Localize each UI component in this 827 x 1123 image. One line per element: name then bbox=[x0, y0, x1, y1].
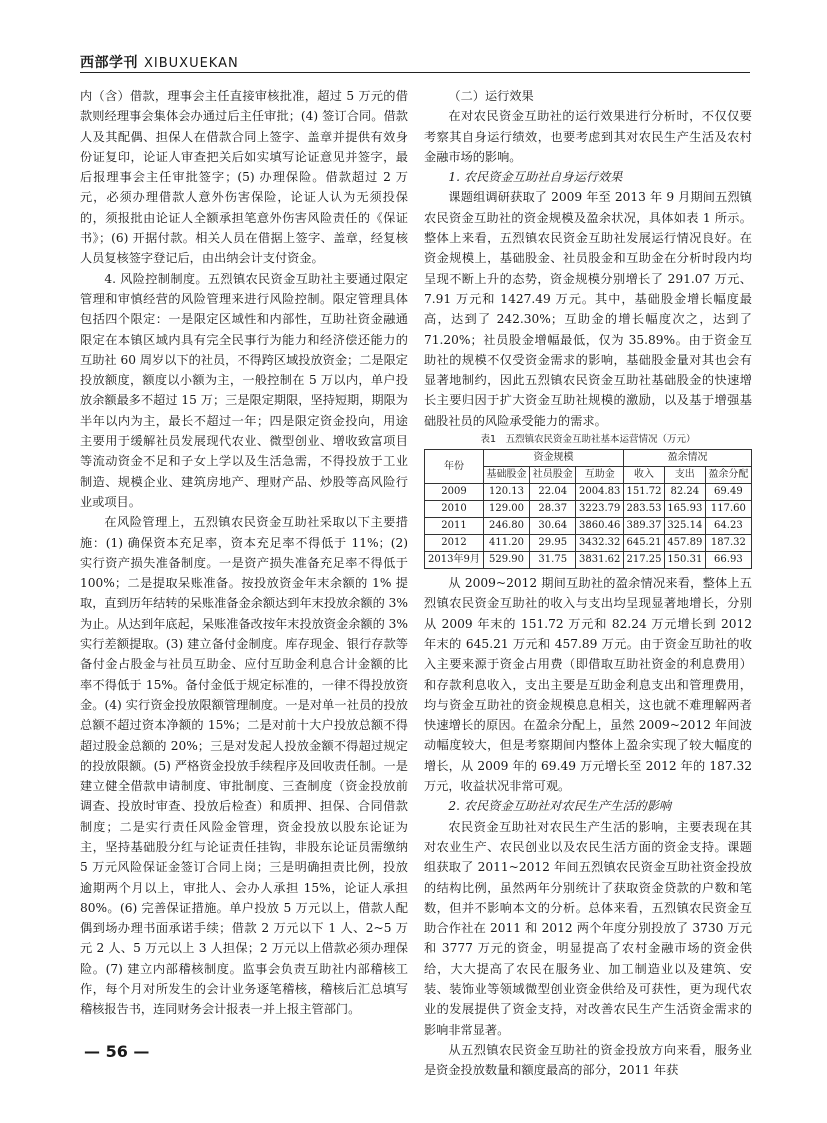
table-cell-year: 2011 bbox=[425, 518, 484, 535]
table-row bbox=[425, 535, 752, 552]
paragraph: 在对农民资金互助社的运行效果进行分析时，不仅仅要考察其自身运行绩效，也要考虑到其对农民生产生活及农村金融市场的影响。 bbox=[424, 109, 752, 164]
table-cell: 217.25 bbox=[624, 552, 665, 569]
table-cell: 64.23 bbox=[705, 518, 751, 535]
table-cell: 3223.79 bbox=[576, 501, 624, 518]
table-column-header: 收入 bbox=[624, 467, 665, 484]
table-cell: 22.04 bbox=[530, 484, 576, 501]
table-column-header: 基础股金 bbox=[483, 467, 529, 484]
table-column-header: 盈余分配 bbox=[705, 467, 751, 484]
right-column-bottom bbox=[424, 573, 752, 1080]
table-cell: 151.72 bbox=[624, 484, 665, 501]
table-cell: 187.32 bbox=[705, 535, 751, 552]
journal-title bbox=[80, 52, 239, 72]
paragraph: 从五烈镇农民资金互助社的资金投放方向来看，服务业是资金投放数量和额度最高的部分，2011 年获 bbox=[424, 1042, 752, 1078]
table-caption: 表1 五烈镇农民资金互助社基本运营情况（万元） bbox=[480, 434, 696, 446]
table-row bbox=[425, 484, 752, 501]
page-number: — 56 — bbox=[84, 1042, 150, 1061]
table-cell: 529.90 bbox=[483, 552, 529, 569]
table-cell: 66.93 bbox=[705, 552, 751, 569]
table-row bbox=[425, 501, 752, 518]
paragraph: 从 2009~2012 期间互助社的盈余情况来看，整体上五烈镇农民资金互助社的收入与支出均呈现显著地增长，分别从 2009 年末的 151.72 万元和 82.24 万元增长到 2012 年末的 645.21 万元和 457.89 万元。由于资金互助社的收入主要来源于资金占用费（即借取互助社资金的利息费用）和存款利息收入，支出主要是互助金利息支出和管理费用，均与资金互助社的资金规模息息相关，这也就不难理解两者快速增长的原因。在盈余分配上，虽然 2009~2012 年间波动幅度较大，但是考察期间内整体上盈余实现了较大幅度的增长，从 2009 年的 69.49 万元增长至 2012 年的 187.32 万元，收益状况非常可观。 bbox=[424, 576, 752, 794]
section-heading: （二）运行效果 bbox=[448, 89, 534, 103]
right-column-top bbox=[424, 86, 752, 431]
subsection-heading: 1. 农民资金互助社自身运行效果 bbox=[448, 170, 623, 185]
paragraph: 4. 风险控制制度。五烈镇农民资金互助社主要通过限定管理和审慎经营的风险管理来进行风险控制。限定管理具体包括四个限定：一是限定区域性和内部性，互助社资金融通限定在本镇区域内具有完全民事行为能力和经济偿还能力的互助社 60 周岁以下的社员，不得跨区域投放资金；二是限定投放额度，额度以小额为主，一般控制在 5 万以内，单户投放余额最多不超过 15 万；三是限定期限，坚持短期，期限为半年以内为主，最长不超过一年；四是限定资金投向，用途主要用于缓解社员发展现代农业、微型创业、增收致富项目等流动资金不足和子女上学以及生活急需，不得投放于工业制造、规模企业、建筑房地产、理财产品、炒股等高风险行业或项目。 bbox=[80, 271, 408, 509]
table-cell: 120.13 bbox=[483, 484, 529, 501]
table-cell: 29.95 bbox=[530, 535, 576, 552]
table-cell: 165.93 bbox=[664, 501, 705, 518]
table-cell: 69.49 bbox=[705, 484, 751, 501]
paragraph: 农民资金互助社对农民生产生活的影响，主要表现在其对农业生产、农民创业以及农民生活方面的资金支持。课题组获取了 2011~2012 年间五烈镇农民资金互助社资金投放的结构比例，虽然两年分别统计了获取资金贷款的户数和笔数，但并不影响本文的分析。总体来看，五烈镇农民资金互助合作社在 2011 和 2012 两个年度分别投放了 3730 万元和 3777 万元的资金，明显提高了农村金融市场的资金供给，大大提高了农民在服务业、加工制造业以及建筑、安装、装饰业等领域微型创业资金供给及可获性，更为现代农业的发展提供了资金支持，对改善农民生产生活资金需求的影响非常显著。 bbox=[424, 819, 752, 1037]
table-cell: 31.75 bbox=[530, 552, 576, 569]
table-column-header: 互助金 bbox=[576, 467, 624, 484]
table-header-group-surplus: 盈余情况 bbox=[624, 450, 752, 467]
paragraph: 在风险管理上，五烈镇农民资金互助社采取以下主要措施：(1) 确保资本充足率，资本充足率不得低于 11%；(2) 实行资产损失准备制度。一是资产损失准备充足率不得低于 100%；二是提取呆账准备。按投放资金年末余额的 1% 提取，直到历年结转的呆账准备金余额达到年末投放余额的 3% 为止。从达到年底起，呆账准备改按年末投放资金余额的 3% 实行差额提取。(3) 建立备付金制度。库存现金、银行存款等备付金占股金与社员互助金、应付互助金利息合计金额的比率不得低于 15%。备付金低于规定标准的，一律不得投放资金。(4) 实行资金投放限额管理制度。一是对单一社员的投放总额不超过资本净额的 15%；二是对前十大户投放总额不得超过股金总额的 20%；三是对发起人投放金额不得超过规定的投放限额。(5) 严格资金投放手续程序及回收责任制。一是建立健全借款申请制度、审批制度、三查制度（资金投放前调查、投放时审查、投放后检查）和质押、担保、合同借款制度；二是实行责任风险金管理，资金投放以股东论证为主，坚持基础股分红与论证责任挂钩，非股东论证员需缴纳 5 万元风险保证金签订合同上岗；三是明确担责比例，投放逾期两个月以上，审批人、会办人承担 15%，论证人承担 80%。(6) 完善保证措施。单户投放 5 万元以上，借款人配偶到场办理书面承诺手续；借款 2 万元以下 1 人、2~5 万元 2 人、5 万元以上 3 人担保；2 万元以上借款必须办理保险。(7) 建立内部稽核制度。监事会负责互助社内部稽核工作，每个月对所发生的会计业务逐笔稽核，稽核后汇总填写稽核报告书，连同财务会计报表一并上报主管部门。 bbox=[80, 515, 408, 1017]
table-cell-year: 2009 bbox=[425, 484, 484, 501]
table-cell: 82.24 bbox=[664, 484, 705, 501]
operations-table bbox=[424, 449, 752, 569]
table-cell-year: 2012 bbox=[425, 535, 484, 552]
table-header-year: 年份 bbox=[425, 450, 484, 484]
right-column bbox=[424, 86, 752, 1080]
table-cell: 3831.62 bbox=[576, 552, 624, 569]
table-cell: 246.80 bbox=[483, 518, 529, 535]
table-cell: 389.37 bbox=[624, 518, 665, 535]
table-column-header: 支出 bbox=[664, 467, 705, 484]
header-rule bbox=[80, 72, 750, 73]
table-cell: 283.53 bbox=[624, 501, 665, 518]
page-header bbox=[80, 50, 750, 78]
table-cell: 28.37 bbox=[530, 501, 576, 518]
table-body bbox=[425, 484, 752, 569]
paragraph: 课题组调研获取了 2009 年至 2013 年 9 月期间五烈镇农民资金互助社的资金规模及盈余状况，具体如表 1 所示。整体上来看，五烈镇农民资金互助社发展运行情况良好。在资金规模上，基础股金、社员股金和互助金在分析时段内均呈现不断上升的态势，资金规模分别增长了 291.07 万元、7.91 万元和 1427.49 万元。其中，基础股金增长幅度最高，达到了 242.30%；互助金的增长幅度次之，达到了 71.20%；社员股金增幅最低，仅为 35.89%。由于资金互助社的规模不仅受资金需求的影响，基础股金量对其也会有显著地制约，因此五烈镇农民资金互助社基础股金的快速增长主要归因于扩大资金互助社规模的激励，以及基于增强基础股社员的风险承受能力的需求。 bbox=[424, 190, 752, 428]
table-header-group-scale: 资金规模 bbox=[483, 450, 623, 467]
table-cell: 117.60 bbox=[705, 501, 751, 518]
table-cell: 30.64 bbox=[530, 518, 576, 535]
table-cell: 3860.46 bbox=[576, 518, 624, 535]
left-column bbox=[80, 86, 408, 1020]
journal-title-en: XIBUXUEKAN bbox=[144, 56, 239, 71]
subsection-heading: 2. 农民资金互助社对农民生产生活的影响 bbox=[448, 799, 672, 814]
table-cell: 150.31 bbox=[664, 552, 705, 569]
paragraph: 内（含）借款，理事会主任直接审核批准，超过 5 万元的借款则经理事会集体会办通过后主任审批；(4) 签订合同。借款人及其配偶、担保人在借款合同上签字、盖章并提供有效身份证复印，论证人审查把关后如实填写论证意见并签字，最后报理事会主任审批签字；(5) 办理保险。借款超过 2 万元，必须办理借款人意外伤害保险，论证人认为无须投保的，须报批由论证人全额承担笔意外伤害风险责任的《保证书》；(6) 开据付款。相关人员在借据上签字、盖章，经复核人员复核签字登记后，由出纳会计支付资金。 bbox=[80, 89, 408, 266]
table-cell: 325.14 bbox=[664, 518, 705, 535]
table-cell: 457.89 bbox=[664, 535, 705, 552]
table-cell-year: 2013年9月 bbox=[425, 552, 484, 569]
table-cell: 645.21 bbox=[624, 535, 665, 552]
table-cell: 411.20 bbox=[483, 535, 529, 552]
table-header-row bbox=[425, 450, 752, 467]
table-row bbox=[425, 552, 752, 569]
journal-title-cn: 西部学刊 bbox=[80, 55, 138, 71]
table-cell: 2004.83 bbox=[576, 484, 624, 501]
table-cell: 129.00 bbox=[483, 501, 529, 518]
table-row bbox=[425, 518, 752, 535]
table-cell: 3432.32 bbox=[576, 535, 624, 552]
table-column-header: 社员股金 bbox=[530, 467, 576, 484]
table-cell-year: 2010 bbox=[425, 501, 484, 518]
